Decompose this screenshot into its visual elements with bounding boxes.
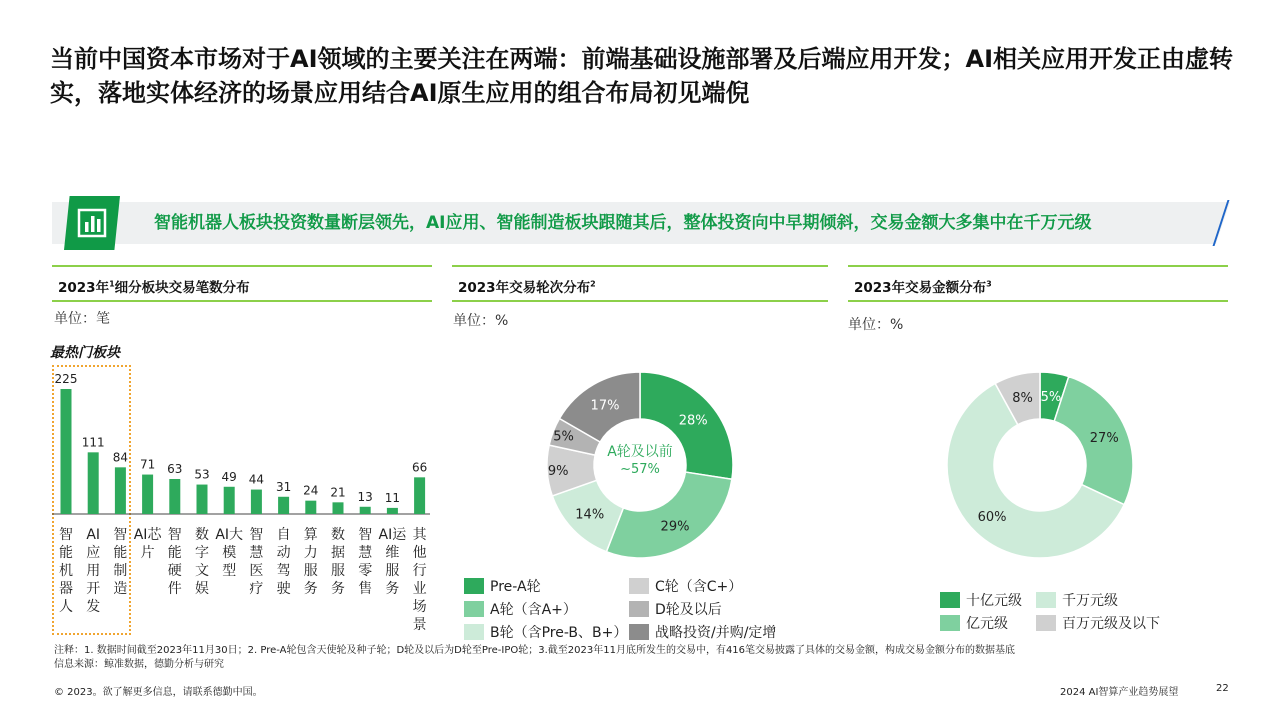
hot-sector-label: 最热门板块 [50,345,120,361]
category-label-part: AI芯 [133,527,162,543]
category-label-part: 件 [167,581,182,597]
bar [414,477,425,514]
panel-round [452,265,828,302]
category-label-part: 智 [167,527,182,543]
category-label-part: AI [86,527,101,543]
category-label-part: 务 [331,581,345,597]
footnotes [54,644,1074,672]
donut-slice [606,472,731,558]
category-label-part: 他 [412,545,427,561]
category-label-part: 疗 [249,581,264,597]
category-label-part: 慧 [249,545,264,561]
panel-amount [848,265,1228,302]
category-label-part: 数 [195,527,209,543]
bar-value-label: 31 [275,479,292,494]
bar [360,507,371,514]
legend-swatch [464,578,484,594]
legend-swatch [464,624,484,640]
page-title: 当前中国资本市场对于AI领域的主要关注在两端：前端基础设施部署及后端应用开发；AI相关应用开发正由虚转实，落地实体经济的场景应用结合AI原生应用的组合布局初见端倪 [50,45,1234,107]
category-label-part: 制 [113,563,128,579]
legend-label: A轮（含A+） [490,602,577,618]
slice-label: 60% [977,510,1007,526]
slice-label: 27% [1089,431,1119,447]
slice-label: 29% [660,519,690,535]
page-number: 22 [1216,683,1229,694]
category-label-part: 力 [303,545,318,561]
category-label [215,526,243,579]
slice-label: 5% [1040,389,1062,405]
category-label-part: 服 [385,563,400,579]
bar-value-label: 111 [81,435,105,450]
banner-text: 智能机器人板块投资数量断层领先，AI应用、智能制造板块跟随其后，整体投资向中早期倾斜，交易金额大多集中在千万元级 [154,213,1092,233]
category-label-part: 零 [358,563,373,579]
category-label-part: 景 [412,617,427,633]
amount-legend [940,590,1200,640]
category-label-part: 型 [222,563,237,579]
category-label-part: 模 [222,545,237,561]
category-label [59,527,73,615]
category-label-part: 其 [412,527,427,543]
category-label-part: 务 [385,581,400,597]
category-label-part: 机 [59,563,73,579]
legend-swatch [940,592,960,608]
category-label-part: 驶 [276,581,291,597]
bar-value-label: 49 [221,469,237,484]
category-label-part: 行 [412,563,427,579]
legend-label: 亿元级 [966,616,1008,632]
category-label-part: 字 [195,545,209,561]
bar-value-label: 13 [357,489,373,504]
bar [61,389,72,514]
category-label-part: 医 [249,563,264,579]
legend-swatch [629,624,649,640]
legend-label: B轮（含Pre-B、B+） [490,625,628,641]
category-label-part: 算 [303,527,318,543]
category-label [358,527,372,597]
category-label-part: 业 [412,581,427,597]
bar-value-label: 21 [330,485,346,500]
copyright: © 2023。欲了解更多信息，请联系德勤中国。 [54,687,263,698]
category-label-part: 片 [140,545,155,561]
category-label-part: 开 [86,581,101,597]
bar-value-label: 11 [384,490,401,505]
report-name: 2024 AI智算产业趋势展望 [1060,687,1179,698]
category-label-part: AI运 [378,527,407,543]
amount-donut-chart [930,355,1150,575]
category-label-part: 文 [195,563,209,579]
category-label-part: 服 [303,563,318,579]
category-label-part: 能 [113,545,128,561]
slice-label: 17% [590,398,620,414]
slice-label: 9% [547,464,569,480]
legend-swatch [1036,615,1056,631]
category-label-part: 场 [412,599,427,615]
category-label [379,527,408,597]
category-label [277,527,291,597]
bar [251,490,262,514]
category-label [304,527,318,597]
category-label-part: 造 [113,581,128,597]
category-label [249,527,263,597]
category-label-part: 用 [86,563,101,579]
round-legend [464,576,824,646]
category-label-part: AI大 [215,527,244,543]
category-label [413,527,428,633]
bar-value-label: 66 [411,460,428,475]
category-label-part: 器 [59,581,73,597]
category-label-part: 人 [59,599,73,615]
category-label [86,527,100,615]
panel-title: 2023年交易轮次分布$^2$ [458,279,596,296]
category-label [168,527,182,597]
panel-title: 2023年交易金额分布$^3$ [854,279,992,296]
bar-value-label: 44 [248,472,265,487]
category-label-part: 动 [276,545,291,561]
legend-label: D轮及以后 [655,602,722,618]
category-label [134,526,163,561]
legend-label: C轮（含C+） [655,579,743,595]
bar [224,487,235,514]
bar [333,502,344,514]
category-label-part: 发 [86,599,101,615]
category-label-part: 自 [276,527,291,543]
category-label-part: 服 [331,563,345,579]
category-label-part: 智 [59,527,73,543]
legend-swatch [940,615,960,631]
category-label-part: 娱 [195,581,209,597]
category-label-part: 据 [331,545,345,561]
category-label-part: 维 [385,545,400,561]
bar-value-label: 63 [167,462,183,476]
bar-value-label: 225 [54,372,78,386]
bar [88,452,99,514]
category-label-part: 智 [358,527,373,543]
legend-label: 百万元级及以下 [1062,616,1160,632]
category-label-part: 智 [249,527,264,543]
legend-label: 十亿元级 [966,593,1022,609]
source-line: 信息来源：鲸准数据，德勤分析与研究 [54,659,224,670]
legend-label: 战略投资/并购/定增 [655,625,777,641]
unit-label: 单位：笔 [54,311,110,327]
category-label-part: 慧 [358,545,373,561]
bar [197,485,208,514]
category-label [195,526,209,597]
slice-label: 14% [575,507,605,523]
bar [169,479,180,514]
category-label-part: 能 [167,545,182,561]
donut-center-label: A轮及以前 ~57% [607,444,673,477]
category-label-part: 数 [331,527,345,543]
legend-swatch [1036,592,1056,608]
category-label-part: 硬 [167,563,182,579]
bar-value-label: 84 [112,450,129,465]
bar-value-label: 53 [194,467,210,482]
bar-value-label: 71 [139,457,156,472]
category-label-part: 能 [59,545,73,561]
category-label-part: 智 [113,527,128,543]
bar [387,508,398,514]
bar [142,475,153,514]
legend-label: Pre-A轮 [490,579,541,595]
panel-title: 2023年$^1$细分板块交易笔数分布 [58,279,250,296]
category-label [331,526,345,597]
category-label-part: 务 [303,581,318,597]
category-label-part: 驾 [276,563,291,579]
bar-chart [0,0,440,640]
legend-label: 千万元级 [1062,593,1118,609]
category-label-part: 应 [86,545,101,561]
bar [278,497,289,514]
category-label [113,527,127,597]
unit-label: 单位：% [848,317,904,333]
bar-value-label: 24 [303,483,319,498]
legend-swatch [464,601,484,617]
legend-swatch [629,578,649,594]
bar [305,501,316,514]
slice-label: 8% [1012,391,1033,407]
slice-label: 5% [553,429,574,445]
category-label-part: 售 [358,581,373,597]
slice-label: 28% [678,413,708,429]
legend-swatch [629,601,649,617]
note-line: 注释：1. 数据时间截至2023年11月30日；2. Pre-A轮包含天使轮及种子轮；D轮及以后为D轮至Pre-IPO轮；3.截至2023年11月底所发生的交易中，有416笔交易披露了具体的交易金额，构成交易金额分布的数据基底 [54,645,1016,656]
unit-label: 单位：% [453,313,509,329]
bar [115,467,126,514]
